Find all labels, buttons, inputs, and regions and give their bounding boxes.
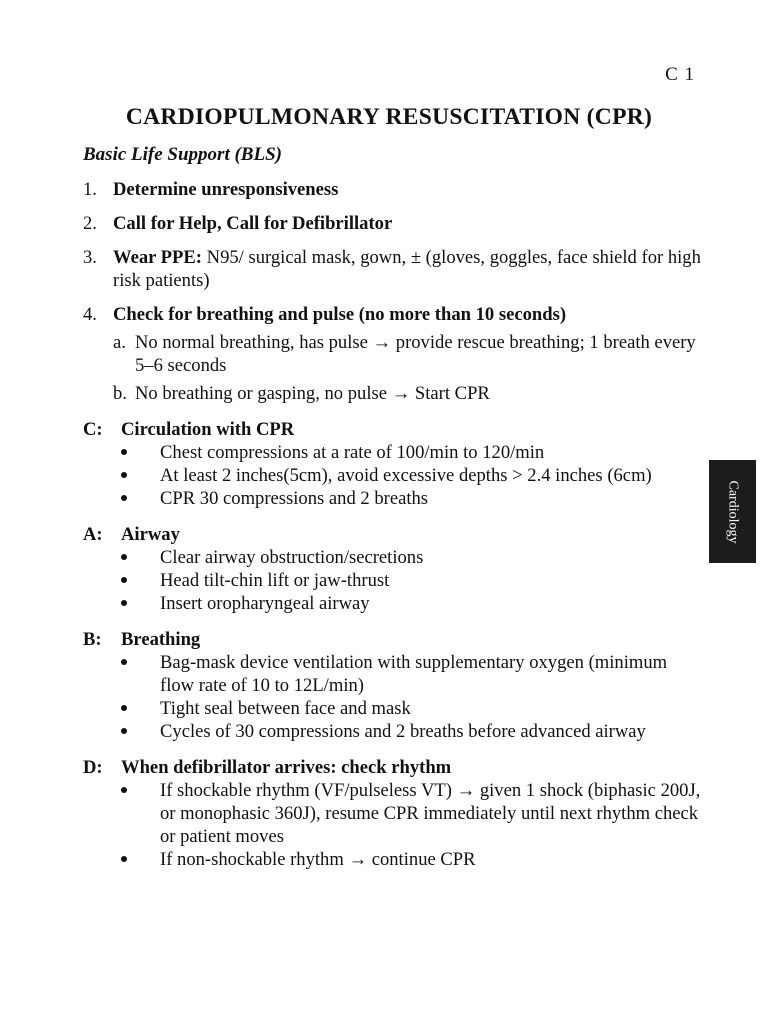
sub-letter: a.	[113, 332, 126, 353]
list-item: Cycles of 30 compressions and 2 breaths before advanced airway	[83, 720, 703, 743]
bullet-icon	[121, 600, 127, 606]
content	[83, 178, 703, 871]
list-item: CPR 30 compressions and 2 breaths	[83, 487, 703, 510]
list-item: Chest compressions at a rate of 100/min to 120/min	[83, 441, 703, 464]
chapter-tab-label: Cardiology	[725, 480, 741, 543]
step-number: 1.	[83, 179, 97, 200]
list-item: If shockable rhythm (VF/pulseless VT) → given 1 shock (biphasic 200J, or monophasic 360J), resume CPR immediately until next rhythm check or patient moves	[83, 779, 703, 848]
section-heading: Breathing	[121, 629, 201, 650]
step-number: 3.	[83, 247, 97, 268]
section-airway	[83, 523, 703, 615]
list-item: If non-shockable rhythm → continue CPR	[83, 848, 703, 871]
step-item	[83, 212, 703, 235]
chapter-tab	[709, 460, 756, 563]
sub-letter: b.	[113, 383, 127, 404]
section-defibrillation	[83, 756, 703, 871]
bullet-icon	[121, 728, 127, 734]
step-item	[83, 178, 703, 201]
bullet-icon	[121, 472, 127, 478]
bullet-icon	[121, 449, 127, 455]
list-item: At least 2 inches(5cm), avoid excessive depths > 2.4 inches (6cm)	[83, 464, 703, 487]
step-item	[83, 246, 703, 292]
sub-text: No normal breathing, has pulse → provide rescue breathing; 1 breath every 5–6 seconds	[135, 332, 696, 376]
step-heading: Call for Help, Call for Defibrillator	[113, 213, 393, 234]
sub-item	[113, 331, 703, 377]
section-letter: C:	[83, 419, 103, 440]
bullet-icon	[121, 787, 127, 793]
section-heading: When defibrillator arrives: check rhythm	[121, 757, 452, 778]
step-heading: Check for breathing and pulse (no more than 10 seconds)	[113, 304, 567, 325]
list-item: Head tilt-chin lift or jaw-thrust	[83, 569, 703, 592]
step-item	[83, 303, 703, 405]
bullet-icon	[121, 856, 127, 862]
bullet-icon	[121, 577, 127, 583]
list-item: Insert oropharyngeal airway	[83, 592, 703, 615]
section-heading: Circulation with CPR	[121, 419, 295, 440]
bullet-icon	[121, 659, 127, 665]
list-item: Bag-mask device ventilation with supplementary oxygen (minimum flow rate of 10 to 12L/min)	[83, 651, 703, 697]
subtitle: Basic Life Support (BLS)	[83, 144, 282, 165]
section-breathing	[83, 628, 703, 743]
list-item: Clear airway obstruction/secretions	[83, 546, 703, 569]
step-heading: Determine unresponsiveness	[113, 179, 339, 200]
sub-item	[113, 382, 703, 405]
page-title: CARDIOPULMONARY RESUSCITATION (CPR)	[125, 104, 653, 130]
sub-text: No breathing or gasping, no pulse → Start CPR	[135, 383, 490, 404]
step-number: 4.	[83, 304, 97, 325]
step-heading: Wear PPE:	[113, 247, 202, 268]
section-letter: D:	[83, 757, 103, 778]
bullet-icon	[121, 495, 127, 501]
list-item: Tight seal between face and mask	[83, 697, 703, 720]
step-text: N95/ surgical mask, gown, ± (gloves, goggles, face shield for high risk patients)	[113, 247, 701, 291]
section-letter: B:	[83, 629, 102, 650]
step-number: 2.	[83, 213, 97, 234]
bullet-icon	[121, 554, 127, 560]
section-letter: A:	[83, 524, 103, 545]
section-circulation	[83, 418, 703, 510]
page-number: C 1	[665, 64, 695, 85]
section-heading: Airway	[121, 524, 180, 545]
bullet-icon	[121, 705, 127, 711]
